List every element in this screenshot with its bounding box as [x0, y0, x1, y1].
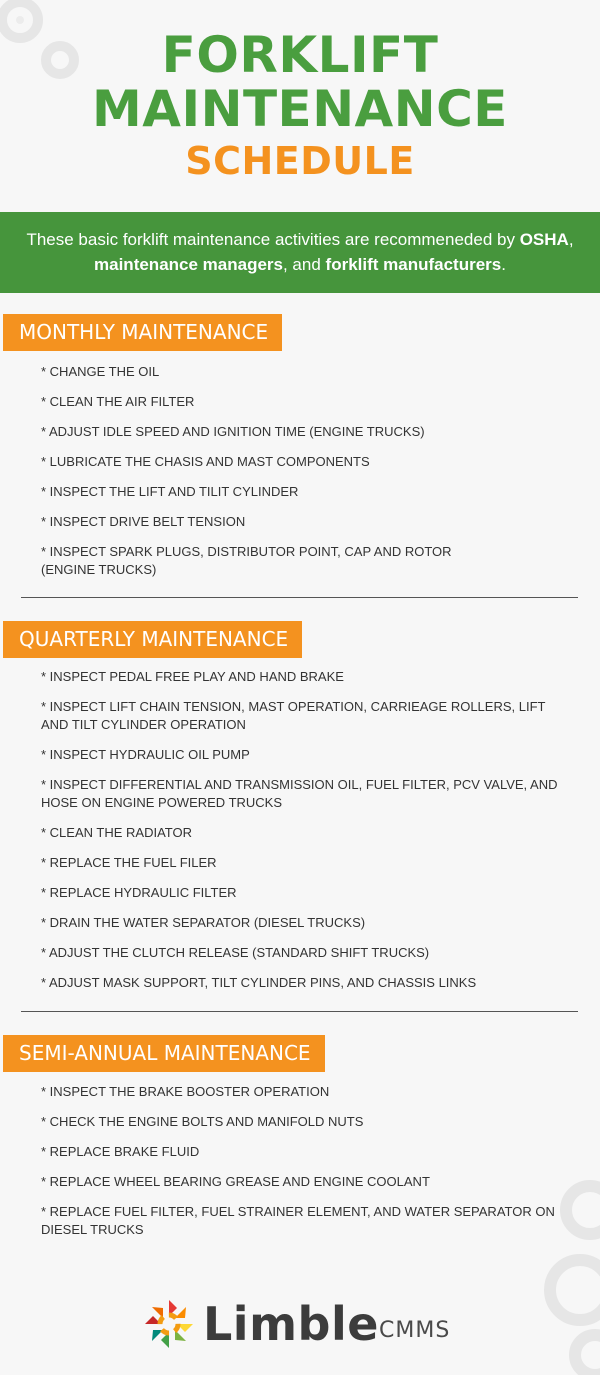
section-divider — [21, 597, 578, 598]
banner-bold-managers: maintenance managers — [94, 255, 283, 274]
banner-bold-manufacturers: forklift manufacturers — [325, 255, 502, 274]
list-item: * REPLACE THE FUEL FILER — [41, 855, 217, 870]
list-item: * CLEAN THE AIR FILTER — [41, 394, 195, 409]
quarterly-list — [41, 668, 571, 1004]
section-header-semi-annual: SEMI-ANNUAL MAINTENANCE — [3, 1035, 325, 1072]
banner-bold-osha: OSHA — [519, 230, 569, 249]
banner-and: , and — [282, 255, 326, 274]
list-item: * INSPECT LIFT CHAIN TENSION, MAST OPERATION, CARRIEAGE ROLLERS, LIFT AND TILT CYLINDER OPERATION — [41, 699, 546, 732]
list-item: * DRAIN THE WATER SEPARATOR (DIESEL TRUCKS) — [41, 915, 366, 930]
list-item: * INSPECT DRIVE BELT TENSION — [41, 514, 246, 529]
logo-word: Limble — [203, 1297, 379, 1351]
list-item: * CHANGE THE OIL — [41, 364, 160, 379]
list-item: * INSPECT DIFFERENTIAL AND TRANSMISSION OIL, FUEL FILTER, PCV VALVE, AND HOSE ON ENGINE POWERED TRUCKS — [41, 777, 558, 810]
list-item: * LUBRICATE THE CHASIS AND MAST COMPONENTS — [41, 454, 370, 469]
title-line-1: FORKLIFT — [161, 26, 439, 84]
list-item: * INSPECT THE BRAKE BOOSTER OPERATION — [41, 1084, 330, 1099]
list-item: * REPLACE BRAKE FLUID — [41, 1144, 200, 1159]
logo-cmms: CMMS — [379, 1318, 451, 1343]
list-item: * REPLACE FUEL FILTER, FUEL STRAINER ELEMENT, AND WATER SEPARATOR ON DIESEL TRUCKS — [41, 1204, 555, 1237]
section-divider — [21, 1011, 578, 1012]
title-line-3: SCHEDULE — [185, 139, 415, 183]
monthly-list — [41, 363, 571, 591]
list-item: * INSPECT PEDAL FREE PLAY AND HAND BRAKE — [41, 669, 344, 684]
list-item: * INSPECT HYDRAULIC OIL PUMP — [41, 747, 250, 762]
list-item: * ADJUST IDLE SPEED AND IGNITION TIME (ENGINE TRUCKS) — [41, 424, 425, 439]
banner-text: These basic forklift maintenance activities are recommeneded by — [26, 230, 520, 249]
title-line-2: MAINTENANCE — [92, 80, 508, 138]
banner-period: . — [501, 255, 506, 274]
list-item: * REPLACE WHEEL BEARING GREASE AND ENGINE COOLANT — [41, 1174, 430, 1189]
banner-comma: , — [568, 230, 574, 249]
intro-banner — [0, 212, 600, 293]
list-item: * ADJUST THE CLUTCH RELEASE (STANDARD SHIFT TRUCKS) — [41, 945, 430, 960]
list-item: * REPLACE HYDRAULIC FILTER — [41, 885, 237, 900]
section-header-monthly: MONTHLY MAINTENANCE — [3, 314, 282, 351]
list-item: * ADJUST MASK SUPPORT, TILT CYLINDER PINS, AND CHASSIS LINKS — [41, 975, 477, 990]
title-block — [0, 28, 600, 184]
semi-annual-list — [41, 1083, 571, 1251]
limble-gear-icon — [143, 1298, 195, 1350]
section-header-quarterly: QUARTERLY MAINTENANCE — [3, 621, 302, 658]
list-item: * CLEAN THE RADIATOR — [41, 825, 192, 840]
list-item: * INSPECT THE LIFT AND TILIT CYLINDER — [41, 484, 299, 499]
list-item: * CHECK THE ENGINE BOLTS AND MANIFOLD NUTS — [41, 1114, 364, 1129]
list-item: * INSPECT SPARK PLUGS, DISTRIBUTOR POINT, CAP AND ROTOR (ENGINE TRUCKS) — [41, 544, 452, 577]
